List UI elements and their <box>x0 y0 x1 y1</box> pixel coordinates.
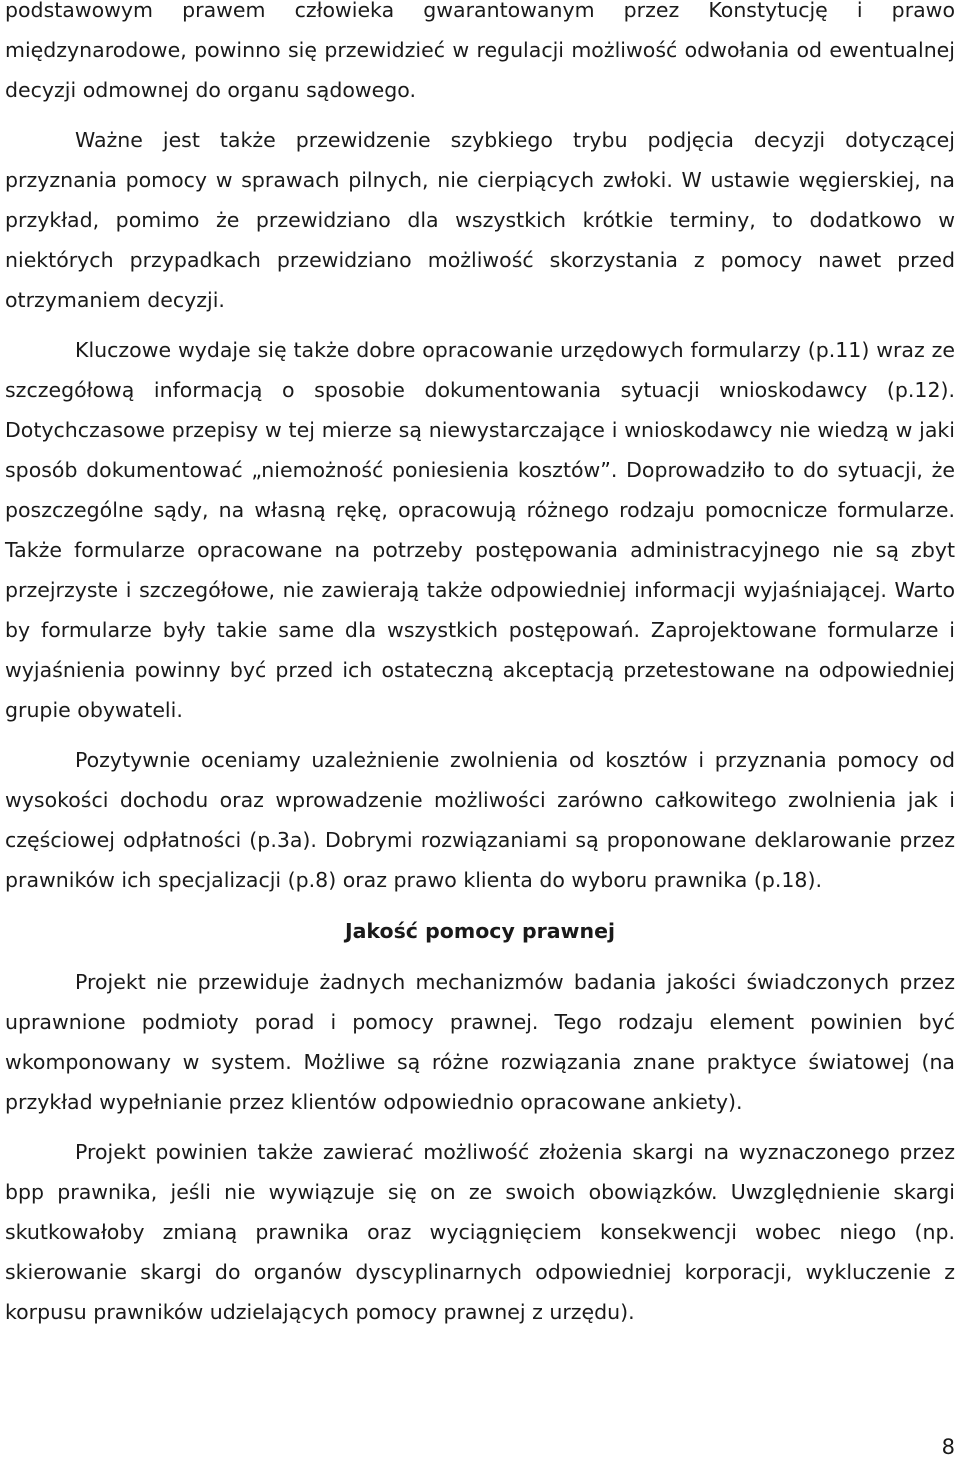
page-number: 8 <box>941 1435 955 1459</box>
document-page <box>5 0 955 1332</box>
paragraph-continuation: podstawowym prawem człowieka gwarantowanym przez Konstytucję i prawo międzynarodowe, powinno się przewidzieć w regulacji możliwość odwołania od ewentualnej decyzji odmownej do organu sądowego. <box>5 0 955 102</box>
paragraph-quality-mechanisms: Projekt nie przewiduje żadnych mechanizmów badania jakości świadczonych przez uprawnione podmioty porad i pomocy prawnej. Tego rodzaju element powinien być wkomponowany w system. Możliwe są różne rozwiązania znane praktyce światowej (na przykład wypełnianie przez klientów odpowiednio opracowane ankiety). <box>5 970 955 1114</box>
section-heading: Jakość pomocy prawnej <box>344 919 616 943</box>
paragraph-official-forms: Kluczowe wydaje się także dobre opracowanie urzędowych formularzy (p.11) wraz ze szczegółową informacją o sposobie dokumentowania sytuacji wnioskodawcy (p.12). Dotychczasowe przepisy w tej mierze są niewystarczające i wnioskodawcy nie wiedzą w jaki sposób dokumentować „niemożność poniesienia kosztów”. Doprowadziło to do sytuacji, że poszczególne sądy, na własną rękę, opracowują różnego rodzaju pomocnicze formularze. Także formularze opracowane na potrzeby postępowania administracyjnego nie są zbyt przejrzyste i szczegółowe, nie zawierają także odpowiedniej informacji wyjaśniającej. Warto by formularze były takie same dla wszystkich postępowań. Zaprojektowane formularze i wyjaśnienia powinny być przed ich ostateczną akceptacją przetestowane na odpowiedniej grupie obywateli. <box>5 338 955 722</box>
paragraph-complaint: Projekt powinien także zawierać możliwość złożenia skargi na wyznaczonego przez bpp prawnika, jeśli nie wywiązuje się on ze swoich obowiązków. Uwzględnienie skargi skutkowałoby zmianą prawnika oraz wyciągnięciem konsekwencji wobec niego (np. skierowanie skargi do organów dyscyplinarnych odpowiedniej korporacji, wykluczenie z korpusu prawników udzielających pomocy prawnej z urzędu). <box>5 1140 955 1324</box>
paragraph-urgent-procedure: Ważne jest także przewidzenie szybkiego trybu podjęcia decyzji dotyczącej przyznania pomocy w sprawach pilnych, nie cierpiących zwłoki. W ustawie węgierskiej, na przykład, pomimo że przewidziano dla wszystkich krótkie terminy, to dodatkowo w niektórych przypadkach przewidziano możliwość skorzystania z pomocy nawet przed otrzymaniem decyzji. <box>5 128 955 312</box>
paragraph-positive-assessment: Pozytywnie oceniamy uzależnienie zwolnienia od kosztów i przyznania pomocy od wysokości dochodu oraz wprowadzenie możliwości zarówno całkowitego zwolnienia jak i częściowej odpłatności (p.3a). Dobrymi rozwiązaniami są proponowane deklarowanie przez prawników ich specjalizacji (p.8) oraz prawo klienta do wyboru prawnika (p.18). <box>5 748 955 892</box>
